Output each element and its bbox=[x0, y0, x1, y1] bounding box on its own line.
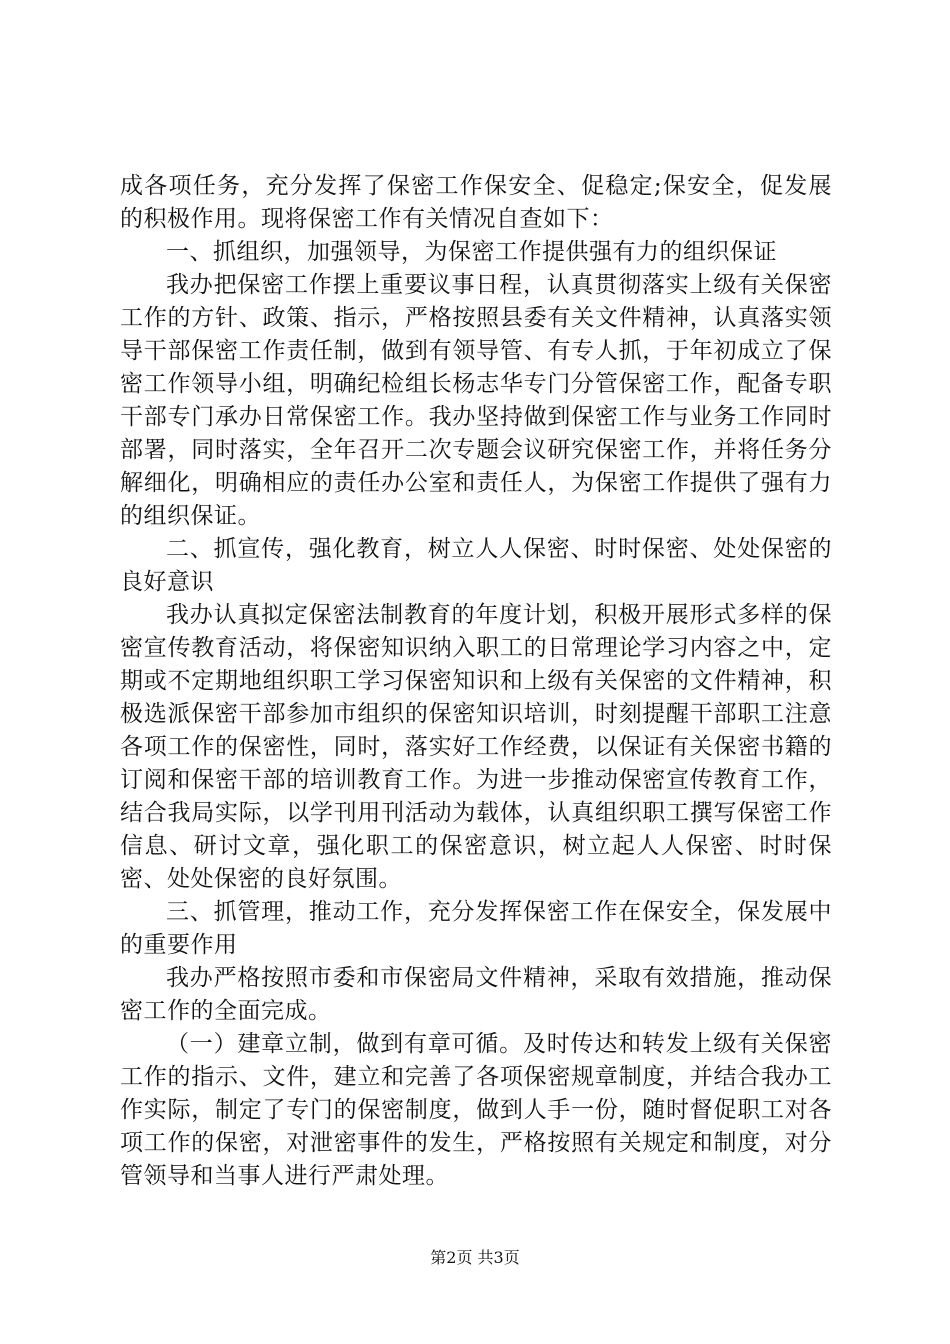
paragraph-rules: （一）建章立制，做到有章可循。及时传达和转发上级有关保密工作的指示、文件，建立和完善了各项保密规章制度，并结合我办工作实际，制定了专门的保密制度，做到人手一份，随时督促职工对各项工作的保密，对泄密事件的发生，严格按照有关规定和制度，对分管领导和当事人进行严肃处理。 bbox=[120, 1031, 832, 1189]
page-number-footer: 第2页 共3页 bbox=[430, 1248, 520, 1267]
paragraph-continuation: 成各项任务，充分发挥了保密工作保安全、促稳定;保安全，促发展的积极作用。现将保密工作有关情况自查如下： bbox=[120, 173, 832, 232]
document-body bbox=[120, 170, 832, 1193]
paragraph-management: 我办严格按照市委和市保密局文件精神，采取有效措施，推动保密工作的全面完成。 bbox=[120, 965, 832, 1024]
section-heading-publicity: 二、抓宣传，强化教育，树立人人保密、时时保密、处处保密的良好意识 bbox=[120, 536, 832, 595]
paragraph-publicity: 我办认真拟定保密法制教育的年度计划，积极开展形式多样的保密宣传教育活动，将保密知识纳入职工的日常理论学习内容之中，定期或不定期地组织职工学习保密知识和上级有关保密的文件精神，积极选派保密干部参加市组织的保密知识培训，时刻提醒干部职工注意各项工作的保密性，同时，落实好工作经费，以保证有关保密书籍的订阅和保密干部的培训教育工作。为进一步推动保密宣传教育工作，结合我局实际，以学刊用刊活动为载体，认真组织职工撰写保密工作信息、研讨文章，强化职工的保密意识，树立起人人保密、时时保密、处处保密的良好氛围。 bbox=[120, 602, 832, 892]
paragraph-organization: 我办把保密工作摆上重要议事日程，认真贯彻落实上级有关保密工作的方针、政策、指示，严格按照县委有关文件精神，认真落实领导干部保密工作责任制，做到有领导管、有专人抓，于年初成立了保密工作领导小组，明确纪检组长杨志华专门分管保密工作，配备专职干部专门承办日常保密工作。我办坚持做到保密工作与业务工作同时部署，同时落实，全年召开二次专题会议研究保密工作，并将任务分解细化，明确相应的责任办公室和责任人，为保密工作提供了强有力的组织保证。 bbox=[120, 272, 832, 529]
section-heading-organization: 一、抓组织，加强领导，为保密工作提供强有力的组织保证 bbox=[166, 239, 777, 265]
section-heading-management: 三、抓管理，推动工作，充分发挥保密工作在保安全，保发展中的重要作用 bbox=[120, 899, 832, 958]
